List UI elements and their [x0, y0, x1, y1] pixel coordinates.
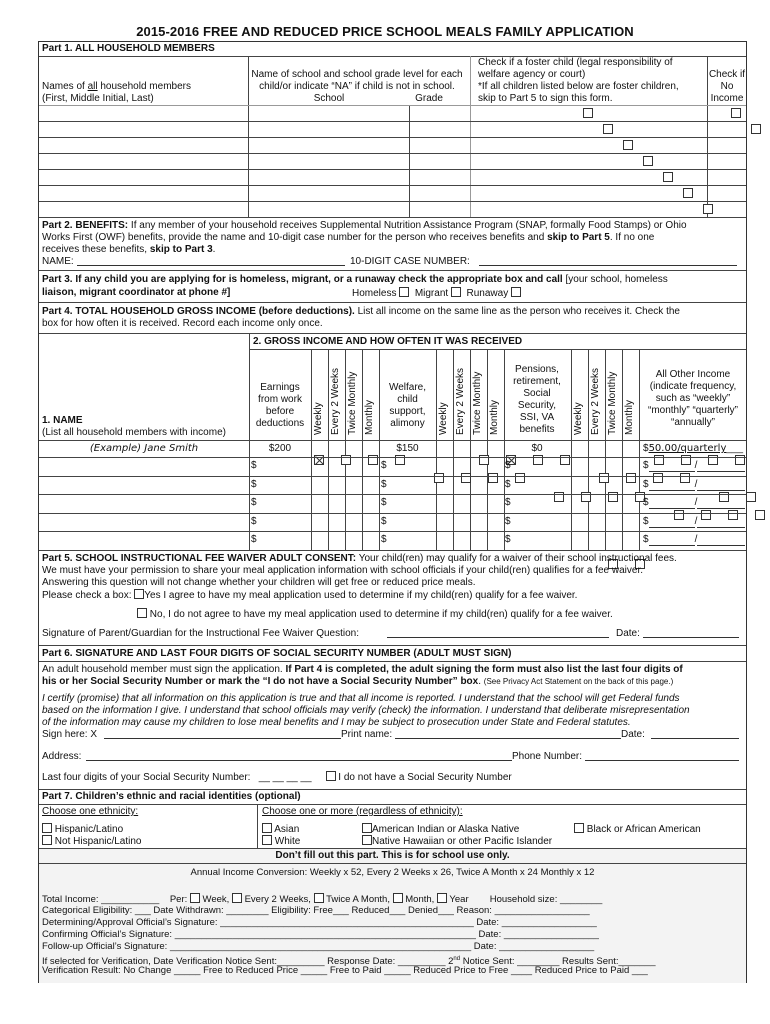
race-american-indian: American Indian or Alaska Native [362, 823, 519, 836]
sign-date-label: Date: [621, 729, 645, 740]
part1-col-foster-1: Check if a foster child (legal responsibility of [478, 57, 673, 68]
fee-waiver-yes-checkbox[interactable] [134, 589, 144, 599]
part4-col-label: Earnings [260, 382, 300, 393]
freq-label-every-2-weeks: Every 2 Weeks [590, 367, 601, 435]
approval-line: Determining/Approval Official’s Signature: ________________________________________________ Date: __________________ [42, 917, 597, 928]
not-hispanic-checkbox[interactable] [42, 835, 52, 845]
part5-text3: Answering this question will not change whether your children will get free or reduced price meals. [42, 577, 476, 588]
address-label: Address: [42, 751, 82, 762]
sign-here-label: Sign here: X [42, 729, 98, 740]
other-income-field[interactable]: $ / [643, 516, 745, 528]
part4-name-field[interactable] [39, 458, 249, 475]
freq-label-twice-monthly: Twice Monthly [607, 371, 618, 435]
part1-col-grade-sub: Grade [415, 93, 443, 104]
part1-col-school-label1: Name of school and school grade level for each [251, 69, 463, 80]
part6-heading: Part 6. SIGNATURE AND LAST FOUR DIGITS OF SOCIAL SECURITY NUMBER (ADULT MUST SIGN) [42, 648, 512, 659]
part6-certify3: of the information may cause my children to lose meal benefits and I may be subject to prosecution under State and Federal statutes. [42, 717, 631, 728]
fee-waiver-yes-label: Yes I agree to have my meal application used to determine if my child(ren) qualify for a fee waiver. [144, 590, 578, 601]
part3-text2: liaison, migrant coordinator at phone #] [42, 287, 231, 298]
part1-name-field[interactable] [39, 154, 248, 169]
part3-text1: Part 3. If any child you are applying for is homeless, migrant, or a runaway check the appropriate box and call [your school, homeless [42, 274, 668, 285]
part4-text2: box for how often it is received. Record each income only once. [42, 318, 323, 329]
phone-label: Phone Number: [512, 751, 583, 762]
example-welfare: $150 [396, 443, 419, 454]
per-2weeks-checkbox[interactable] [232, 893, 242, 903]
part2-name-field[interactable] [77, 256, 345, 266]
part1-grade-field[interactable] [410, 186, 470, 201]
no-income-checkbox[interactable] [731, 108, 741, 118]
part4-name-heading: 1. NAME [42, 415, 83, 426]
per-year-checkbox[interactable] [437, 893, 447, 903]
part5-signature-label: Signature of Parent/Guardian for the Instructional Fee Waiver Question: [42, 628, 360, 639]
part4-col-label: child [397, 394, 418, 405]
freq-label-monthly: Monthly [364, 399, 375, 435]
part1-col-school-sub: School [313, 93, 345, 104]
freq-label-weekly: Weekly [313, 402, 324, 435]
no-ssn-checkbox[interactable] [326, 771, 336, 781]
part4-other-label: such as “weekly” [655, 393, 731, 404]
part5-signature-field[interactable] [387, 628, 609, 638]
part7-heading: Part 7. Children’s ethnic and racial identities (optional) [42, 791, 301, 802]
part4-other-label: “monthly” “quarterly” [647, 405, 739, 416]
race-black: Black or African American [574, 823, 701, 836]
income-amount-field[interactable]: $ [251, 515, 257, 527]
part4-col-label: Social [523, 388, 551, 399]
foster-child-checkbox[interactable] [703, 204, 713, 214]
white-checkbox[interactable] [262, 835, 272, 845]
followup-line: Follow-up Official’s Signature: _________________________________________________________ Date: __________________ [42, 941, 595, 952]
income-amount-field[interactable]: $ [251, 497, 257, 508]
income-amount-field[interactable]: $ [251, 460, 257, 471]
foster-child-checkbox[interactable] [643, 156, 653, 166]
part4-text1: Part 4. TOTAL HOUSEHOLD GROSS INCOME (before deductions). List all income on the same line as the person who receives it. Check the [42, 306, 680, 317]
example-name: (Example) Jane Smith [89, 443, 199, 454]
income-frequency-checkbox[interactable] [554, 492, 564, 502]
per-week-checkbox[interactable] [190, 893, 200, 903]
part5-text1: Part 5. SCHOOL INSTRUCTIONAL FEE WAIVER ADULT CONSENT: Your child(ren) may qualify for a waiver of their school instructional fees. [42, 553, 677, 564]
part1-grade-field[interactable] [410, 202, 470, 217]
part1-school-field[interactable] [249, 122, 409, 137]
income-frequency-checkbox[interactable] [461, 473, 471, 483]
homeless-checkbox[interactable] [399, 287, 409, 297]
part1-school-field[interactable] [249, 154, 409, 169]
income-frequency-checkbox[interactable] [608, 492, 618, 502]
runaway-label: Runaway [466, 288, 509, 299]
part4-col-label: retirement, [513, 376, 561, 387]
part4-other-label: “annually” [671, 417, 715, 428]
freq-label-monthly: Monthly [624, 399, 635, 435]
part1-name-field[interactable] [39, 170, 248, 185]
part5-yes-line: Please check a box: Yes I agree to have my meal application used to determine if my child(ren) qualify for a fee waiver. [42, 590, 578, 601]
part2-case-number-field[interactable] [479, 256, 737, 266]
part4-col-label: alimony [390, 418, 425, 429]
per-twice-month-checkbox[interactable] [314, 893, 324, 903]
part1-grade-field[interactable] [410, 138, 470, 153]
migrant-checkbox[interactable] [451, 287, 461, 297]
part4-name-field[interactable] [39, 477, 249, 494]
part1-name-field[interactable] [39, 138, 248, 153]
income-amount-field[interactable]: $ [381, 497, 387, 508]
part4-col-label: SSI, VA [519, 412, 555, 423]
income-amount-field[interactable]: $ [381, 515, 387, 527]
part1-school-field[interactable] [249, 138, 409, 153]
part1-name-field[interactable] [39, 106, 248, 121]
income-conversion: Annual Income Conversion: Weekly x 52, Every 2 Weeks x 26, Twice A Month x 24 Monthly x 12 [190, 867, 595, 878]
per-month-checkbox[interactable] [393, 893, 403, 903]
part1-school-field[interactable] [249, 202, 409, 217]
fee-waiver-no-label: No, I do not agree to have my meal application used to determine if my child(ren) qualify for a fee waiver. [149, 609, 613, 620]
sign-date-field[interactable] [651, 729, 739, 739]
ethnicity-label: Choose one ethnicity: [42, 806, 139, 817]
ssn-label: Last four digits of your Social Security Number: __ __ __ __ I do not have a Social Security Number [42, 772, 512, 783]
ssn-field[interactable]: __ __ __ __ [258, 772, 312, 783]
part6-text1: An adult household member must sign the application. If Part 4 is completed, the adult signing the form must also list the last four digits of [42, 664, 683, 675]
part1-grade-field[interactable] [410, 122, 470, 137]
freq-label-every-2-weeks: Every 2 Weeks [455, 367, 466, 435]
income-amount-field[interactable]: $ [505, 515, 511, 527]
freq-label-monthly: Monthly [489, 399, 500, 435]
part4-col-label: before [265, 406, 295, 417]
foster-child-checkbox[interactable] [663, 172, 673, 182]
foster-child-checkbox[interactable] [583, 108, 593, 118]
no-income-checkbox[interactable] [751, 124, 761, 134]
income-amount-field[interactable]: $ [251, 478, 257, 490]
part4-name-field[interactable] [39, 532, 249, 549]
verification-line: If selected for Verification, Date Verification Notice Sent:_________ Response Date: _________ 2nd Notice Sent: ________ Results Sent:_______ [42, 956, 656, 968]
address-field[interactable] [86, 751, 512, 761]
race-asian: Asian [262, 823, 299, 836]
race-white: White [262, 835, 300, 848]
part4-col-label: Security, [517, 400, 557, 411]
part1-name-field[interactable] [39, 186, 248, 201]
part5-text2: We must have your permission to share your meal application information with school officials if your child(ren) qualifies for a fee waiver. [42, 565, 644, 576]
foster-child-checkbox[interactable] [603, 124, 613, 134]
freq-label-weekly: Weekly [438, 402, 449, 435]
print-name-field[interactable] [395, 729, 621, 739]
eligibility-line: Categorical Eligibility: ___ Date Withdrawn: ________ Eligibility: Free___ Reduced___ Denied___ Reason: __________________ [42, 905, 590, 916]
part4-name-sub: (List all household members with income) [42, 427, 226, 438]
part3-options [352, 287, 521, 300]
other-income-field[interactable]: $ / [643, 460, 745, 472]
income-amount-field[interactable]: $ [505, 478, 511, 490]
part1-school-field[interactable] [249, 170, 409, 185]
migrant-label: Migrant [414, 288, 449, 299]
part4-gross-heading: 2. GROSS INCOME AND HOW OFTEN IT WAS RECEIVED [253, 336, 523, 347]
income-amount-field[interactable]: $ [505, 460, 511, 471]
phone-field[interactable] [585, 751, 739, 761]
income-frequency-checkbox[interactable] [755, 510, 765, 520]
print-name-label: Print name: [341, 729, 393, 740]
school-use-heading: Don’t fill out this part. This is for school use only. [275, 850, 510, 861]
part4-other-label: All Other Income [655, 369, 731, 380]
race-label: Choose one or more (regardless of ethnicity): [262, 806, 463, 817]
example-pensions: $0 [531, 443, 543, 454]
part1-heading: Part 1. ALL HOUSEHOLD MEMBERS [42, 43, 215, 54]
part2-name-label: NAME: [42, 256, 74, 267]
confirming-line: Confirming Official’s Signature: _________________________________________________________ Date: __________________ [42, 929, 599, 940]
american-indian-checkbox[interactable] [362, 823, 372, 833]
application-form [38, 41, 747, 983]
part4-name-field[interactable] [39, 514, 249, 531]
homeless-label: Homeless [352, 288, 397, 299]
part4-col-label: Welfare, [388, 382, 427, 393]
example-other: $50.00/quarterly___ [643, 443, 744, 454]
no-ssn-label: I do not have a Social Security Number [338, 772, 512, 783]
example-earnings: $200 [268, 443, 292, 454]
part6-certify2: based on the information I give. I understand that school officials may verify (check) the information. I understand that deliberate misrepresentation [42, 705, 690, 716]
part5-no-line [137, 608, 613, 621]
part4-col-label: Pensions, [515, 364, 559, 375]
income-frequency-checkbox[interactable] [434, 473, 444, 483]
part1-name-field[interactable] [39, 122, 248, 137]
part4-col-label: benefits [519, 424, 555, 435]
foster-child-checkbox[interactable] [683, 188, 693, 198]
freq-label-every-2-weeks: Every 2 Weeks [330, 367, 341, 435]
foster-child-checkbox[interactable] [623, 140, 633, 150]
hispanic-checkbox[interactable] [42, 823, 52, 833]
income-frequency-checkbox[interactable] [515, 473, 525, 483]
part4-col-label: deductions [255, 418, 305, 429]
native-hawaiian-checkbox[interactable] [362, 835, 372, 845]
part1-col-noincome-3: Income [710, 93, 744, 104]
part2-text3: receives these benefits, skip to Part 3. [42, 244, 216, 255]
freq-label-twice-monthly: Twice Monthly [347, 371, 358, 435]
part5-date-field[interactable] [643, 628, 739, 638]
ethnicity-hispanic: Hispanic/Latino [42, 823, 123, 836]
part4-name-field[interactable] [39, 495, 249, 512]
income-frequency-checkbox[interactable] [746, 492, 756, 502]
income-amount-field[interactable]: $ [381, 534, 387, 545]
part1-col-school-label2: child/or indicate “NA” if child is not in school. [259, 81, 455, 92]
part1-col-noincome-1: Check if [708, 69, 746, 80]
part4-col-label: from work [258, 394, 302, 405]
part6-text2: his or her Social Security Number or mark the “I do not have a Social Security Number” box. (See Privacy Act Statement on the back of this page.) [42, 676, 674, 687]
runaway-checkbox[interactable] [511, 287, 521, 297]
part1-col-noincome-2: No [720, 81, 734, 92]
signature-field[interactable] [104, 729, 341, 739]
fee-waiver-no-checkbox[interactable] [137, 608, 147, 618]
part1-col-foster-3: *If all children listed below are foster children, [478, 81, 679, 92]
part1-grade-field[interactable] [410, 154, 470, 169]
freq-label-twice-monthly: Twice Monthly [472, 371, 483, 435]
part2-case-label: 10-DIGIT CASE NUMBER: [350, 256, 470, 267]
income-amount-field[interactable]: $ [505, 497, 511, 508]
part4-other-label: (indicate frequency, [649, 381, 737, 392]
black-checkbox[interactable] [574, 823, 584, 833]
part1-school-field[interactable] [249, 106, 409, 121]
part1-school-field[interactable] [249, 186, 409, 201]
income-amount-field[interactable]: $ [381, 460, 387, 471]
other-income-field[interactable]: $ / [643, 534, 745, 546]
part2-text2: Works First (OWF) benefits, provide the name and 10-digit case number for the person who receives benefits and skip to Part 5. If no one [42, 232, 655, 243]
ethnicity-not-hispanic: Not Hispanic/Latino [42, 835, 142, 848]
total-income-line: Total Income: ___________ Per: Week, Every 2 Weeks, Twice A Month, Month, Year Household size: ________ [42, 894, 603, 905]
freq-label-weekly: Weekly [573, 402, 584, 435]
income-frequency-checkbox[interactable] [599, 473, 609, 483]
part2-text1: Part 2. BENEFITS: If any member of your household receives Supplemental Nutrition Assistance Program (SNAP, formally Food Stamps) or Ohio [42, 220, 687, 231]
income-frequency-checkbox[interactable] [626, 473, 636, 483]
part1-grade-field[interactable] [410, 106, 470, 121]
part1-grade-field[interactable] [410, 170, 470, 185]
income-frequency-checkbox[interactable] [581, 492, 591, 502]
other-income-field[interactable]: $ / [643, 497, 745, 509]
verification-result-line: Verification Result: No Change _____ Free to Reduced Price _____ Free to Paid _____ Reduced Price to Free ____ Reduced Price to Paid ___ [42, 965, 648, 976]
income-amount-field[interactable]: $ [381, 478, 387, 490]
income-amount-field[interactable]: $ [251, 534, 257, 545]
part1-col-names-label: Names of all household members [42, 81, 191, 92]
income-frequency-checkbox[interactable] [488, 473, 498, 483]
income-amount-field[interactable]: $ [505, 534, 511, 545]
part5-date-label: Date: [616, 628, 640, 639]
form-title: 2015-2016 FREE AND REDUCED PRICE SCHOOL MEALS FAMILY APPLICATION [136, 24, 634, 39]
part1-name-field[interactable] [39, 202, 248, 217]
part1-col-names-sub: (First, Middle Initial, Last) [42, 93, 154, 104]
race-native-hawaiian: Native Hawaiian or other Pacific Islander [362, 835, 552, 848]
part4-col-label: support, [389, 406, 426, 417]
other-income-field[interactable]: $ / [643, 479, 745, 491]
part1-col-foster-4: skip to Part 5 to sign this form. [478, 93, 613, 104]
part1-col-foster-2: welfare agency or court) [478, 69, 586, 80]
asian-checkbox[interactable] [262, 823, 272, 833]
part6-certify1: I certify (promise) that all information on this application is true and that all income is reported. I understand that the school will get Federal funds [42, 693, 680, 704]
